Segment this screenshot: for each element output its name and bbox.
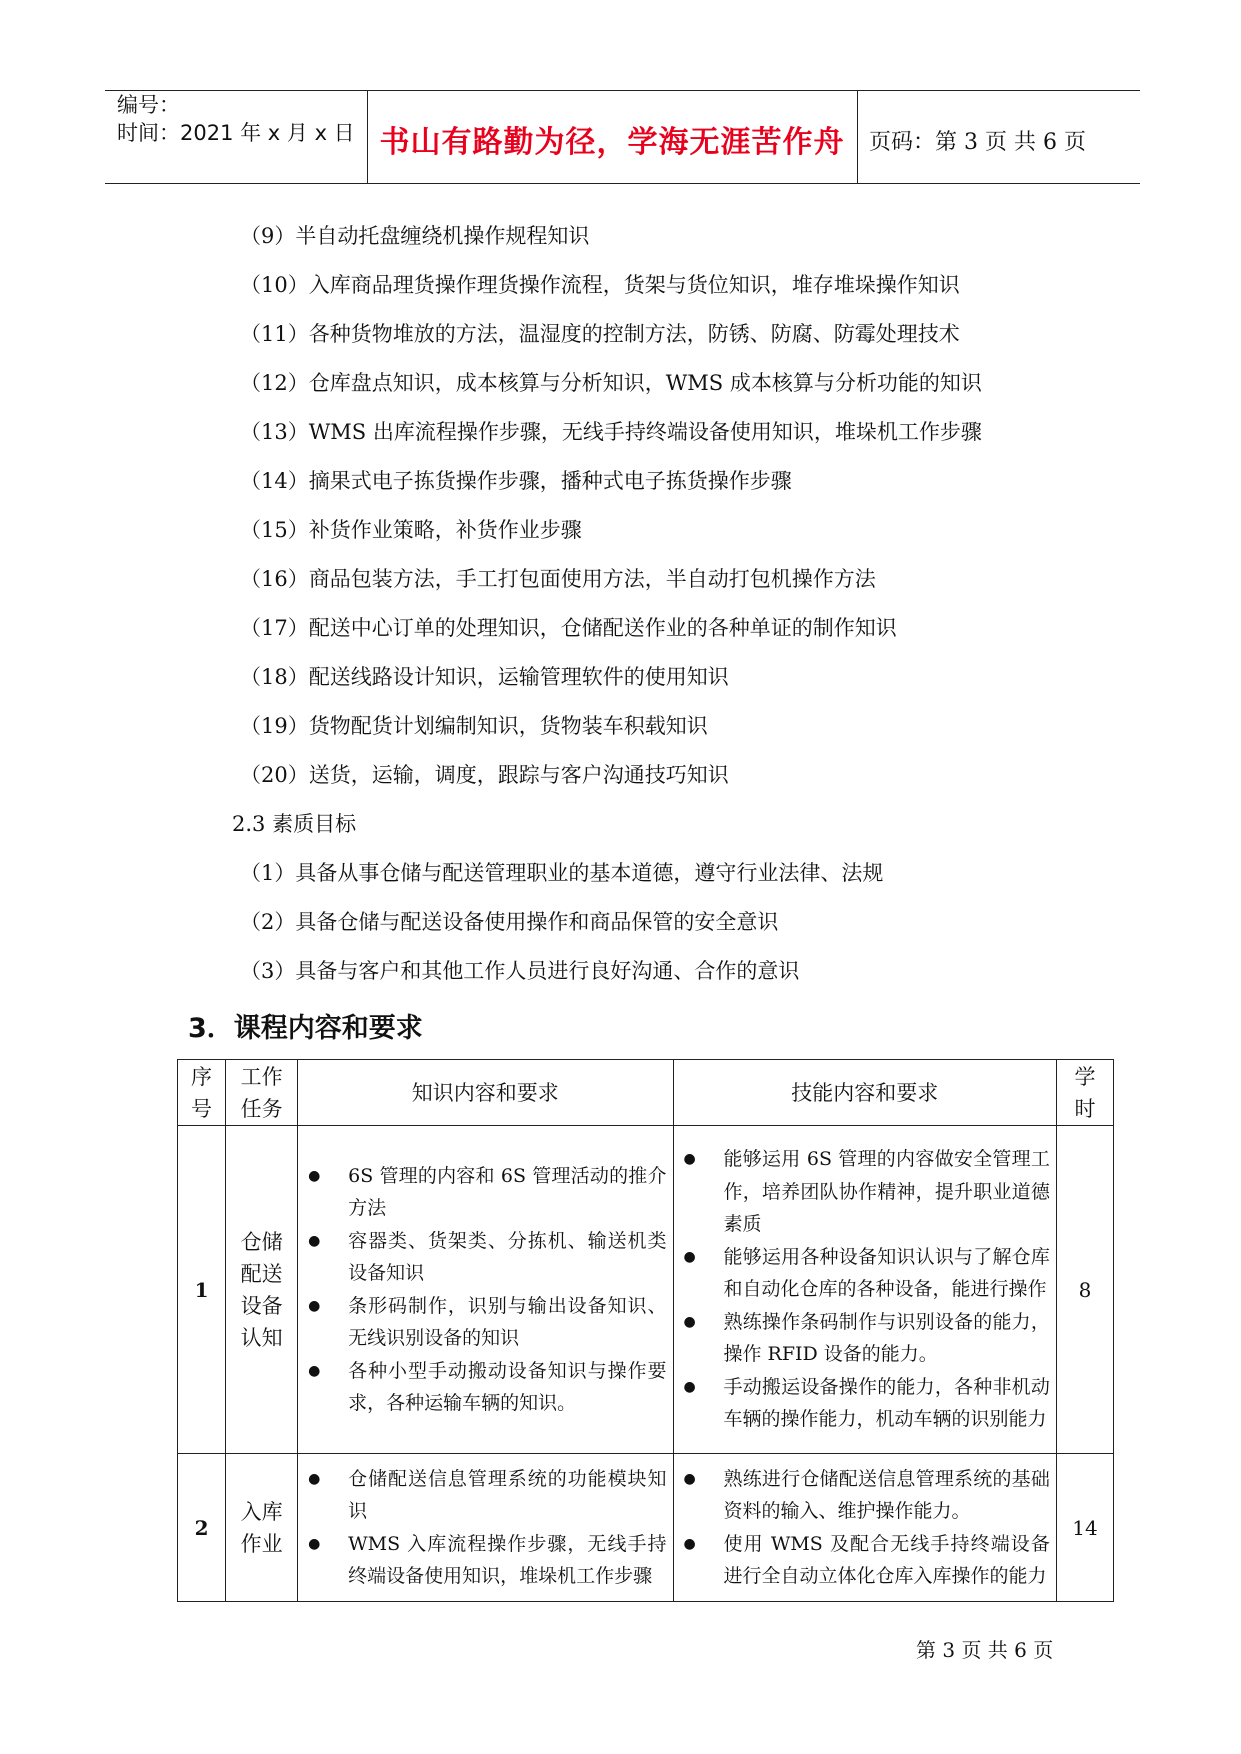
task-line: 设备 <box>240 1293 283 1318</box>
header-no <box>178 1060 226 1126</box>
knowledge-item: （19）货物配货计划编制知识，货物装车积载知识 <box>240 714 708 738</box>
row-task <box>226 1454 298 1602</box>
task-line: 作业 <box>240 1531 283 1556</box>
row-knowledge <box>298 1126 673 1454</box>
table-row <box>178 1454 1114 1602</box>
quality-item: （1）具备从事仓储与配送管理职业的基本道德，遵守行业法律、法规 <box>240 861 884 885</box>
list-item: ● 使用 WMS 及配合无线手持终端设备进行全自动立体化仓库入库操作的能力 <box>674 1528 1050 1593</box>
knowledge-item: （15）补货作业策略，补货作业步骤 <box>240 518 582 542</box>
header-divider <box>857 91 858 183</box>
row-hours: 8 <box>1056 1126 1113 1454</box>
header-meta <box>117 91 355 147</box>
knowledge-item: （9）半自动托盘缠绕机操作规程知识 <box>240 224 590 248</box>
motto: 书山有路勤为径，学海无涯苦作舟 <box>379 125 845 160</box>
header-hours <box>1056 1060 1113 1126</box>
row-number: 1 <box>178 1126 226 1454</box>
row-number: 2 <box>178 1454 226 1602</box>
row-skill <box>673 1454 1056 1602</box>
quality-item: （2）具备仓储与配送设备使用操作和商品保管的安全意识 <box>240 910 779 934</box>
knowledge-item: （20）送货，运输，调度，跟踪与客户沟通技巧知识 <box>240 763 729 787</box>
knowledge-item: （16）商品包装方法，手工打包面使用方法，半自动打包机操作方法 <box>240 567 876 591</box>
header-task-line: 任务 <box>240 1096 283 1121</box>
list-item: ● 仓储配送信息管理系统的功能模块知识 <box>298 1463 666 1528</box>
list-item: ● 各种小型手动搬动设备知识与操作要求，各种运输车辆的知识。 <box>298 1355 666 1420</box>
skill-list <box>674 1139 1056 1440</box>
header-task <box>226 1060 298 1126</box>
task-line: 入库 <box>240 1499 283 1524</box>
list-item: ● 条形码制作，识别与输出设备知识、无线识别设备的知识 <box>298 1290 666 1355</box>
page-footer: 第 3 页 共 6 页 <box>916 1638 1054 1662</box>
list-item: ● 容器类、货架类、分拣机、输送机类设备知识 <box>298 1225 666 1290</box>
knowledge-item: （13）WMS 出库流程操作步骤，无线手持终端设备使用知识，堆垛机工作步骤 <box>240 420 982 444</box>
knowledge-list <box>298 1459 672 1597</box>
quality-heading: 2.3 素质目标 <box>232 812 357 836</box>
list-item: ● WMS 入库流程操作步骤，无线手持终端设备使用知识，堆垛机工作步骤 <box>298 1528 666 1593</box>
list-item: ● 熟练操作条码制作与识别设备的能力，操作 RFID 设备的能力。 <box>674 1306 1050 1371</box>
task-line: 配送 <box>240 1261 283 1286</box>
time-label: 时间：2021 年 x 月 x 日 <box>117 121 355 145</box>
header-page-info: 页码：第 3 页 共 6 页 <box>869 130 1086 155</box>
row-hours: 14 <box>1056 1454 1113 1602</box>
knowledge-item: （14）摘果式电子拣货操作步骤，播种式电子拣货操作步骤 <box>240 469 792 493</box>
row-knowledge <box>298 1454 673 1602</box>
quality-item: （3）具备与客户和其他工作人员进行良好沟通、合作的意识 <box>240 959 800 983</box>
knowledge-list <box>298 1156 672 1424</box>
page-header <box>105 90 1140 184</box>
task-line: 仓储 <box>240 1229 283 1254</box>
knowledge-item: （17）配送中心订单的处理知识，仓储配送作业的各种单证的制作知识 <box>240 616 897 640</box>
header-task-line: 工作 <box>240 1064 283 1089</box>
knowledge-item: （18）配送线路设计知识，运输管理软件的使用知识 <box>240 665 729 689</box>
task-line: 认知 <box>240 1325 283 1350</box>
document-body <box>232 212 1120 996</box>
header-skill: 技能内容和要求 <box>673 1060 1056 1126</box>
knowledge-item: （10）入库商品理货操作理货操作流程，货架与货位知识，堆存堆垛操作知识 <box>240 273 960 297</box>
list-item: ● 熟练进行仓储配送信息管理系统的基础资料的输入、维护操作能力。 <box>674 1463 1050 1528</box>
list-item: ● 能够运用各种设备知识认识与了解仓库和自动化仓库的各种设备，能进行操作 <box>674 1241 1050 1306</box>
header-hours-line: 时 <box>1074 1096 1096 1121</box>
knowledge-item: （11）各种货物堆放的方法，温湿度的控制方法，防锈、防腐、防霉处理技术 <box>240 322 960 346</box>
header-hours-line: 学 <box>1074 1064 1096 1089</box>
table-row <box>178 1126 1114 1454</box>
row-task <box>226 1126 298 1454</box>
header-no-line: 号 <box>191 1096 213 1121</box>
list-item: ● 手动搬运设备操作的能力，各种非机动车辆的操作能力，机动车辆的识别能力 <box>674 1371 1050 1436</box>
skill-list <box>674 1459 1056 1597</box>
course-content-table <box>177 1059 1114 1602</box>
header-no-line: 序 <box>191 1064 213 1089</box>
section-title: 3．课程内容和要求 <box>188 1013 423 1044</box>
list-item: ● 6S 管理的内容和 6S 管理活动的推介方法 <box>298 1160 666 1225</box>
list-item: ● 能够运用 6S 管理的内容做安全管理工作，培养团队协作精神，提升职业道德素质 <box>674 1143 1050 1241</box>
table-header-row <box>178 1060 1114 1126</box>
row-skill <box>673 1126 1056 1454</box>
code-label: 编号： <box>117 93 180 117</box>
knowledge-item: （12）仓库盘点知识，成本核算与分析知识，WMS 成本核算与分析功能的知识 <box>240 371 982 395</box>
header-knowledge: 知识内容和要求 <box>298 1060 673 1126</box>
